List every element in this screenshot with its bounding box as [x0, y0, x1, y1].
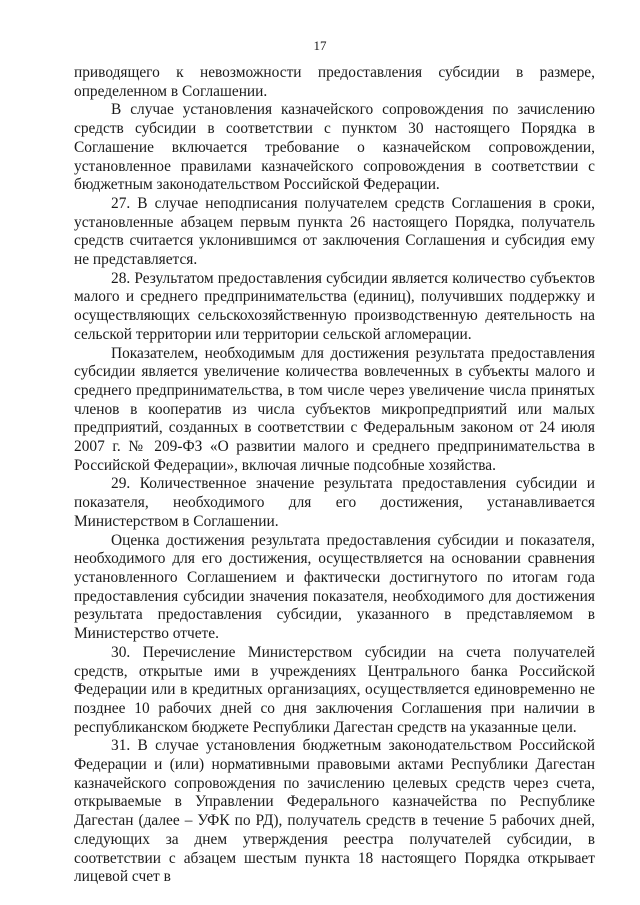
- paragraph-indicator: Показателем, необходимым для достижения результата предоставления субсидии является увеличение количества вовлеченных в субъекты малого и среднего предпринимательства, в том числе через увеличение числа принятых членов в кооператив из числа субъектов микропредприятий или малых предприятий, созданных в соответствии с Федеральным законом от 24 июля 2007 г. № 209-ФЗ «О развитии малого и среднего предпринимательства в Российской Федерации», включая личные подсобные хозяйства.: [74, 344, 595, 474]
- paragraph-continuation: приводящего к невозможности предоставления субсидии в размере, определенном в Соглашении.: [74, 64, 595, 100]
- paragraph-assessment: Оценка достижения результата предоставления субсидии и показателя, необходимого для его достижения, осуществляется на основании сравнения установленного Соглашением и фактически достигнутого по итогам года предоставления субсидии значения показателя, необходимого для достижения результата предоставления субсидии, указанного в представляемом в Министерство отчете.: [74, 531, 595, 643]
- paragraph-29: 29. Количественное значение результата предоставления субсидии и показателя, необходимого для его достижения, устанавливается Министерством в Соглашении.: [74, 475, 595, 530]
- document-body: [74, 64, 595, 887]
- page-number: 17: [313, 38, 327, 53]
- paragraph-31: 31. В случае установления бюджетным законодательством Российской Федерации и (или) нормативными правовыми актами Республики Дагестан казначейского сопровождения по зачислению целевых средств через счета, открываемые в Управлении Федерального казначейства по Республике Дагестан (далее – УФК по РД), получатель средств в течение 5 рабочих дней, следующих за днем утверждения реестра получателей субсидии, в соответствии с абзацем шестым пункта 18 настоящего Порядка открывает лицевой счет в: [74, 737, 595, 886]
- paragraph-30: 30. Перечисление Министерством субсидии на счета получателей средств, открытые ими в учреждениях Центрального банка Российской Федерации или в кредитных организациях, осуществляется единовременно не позднее 10 рабочих дней со дня заключения Соглашения при наличии в республиканском бюджете Республики Дагестан средств на указанные цели.: [74, 643, 595, 736]
- paragraph-treasury-support: В случае установления казначейского сопровождения по зачислению средств субсидии в соответствии с пунктом 30 настоящего Порядка в Соглашение включается требование о казначейском сопровождении, установленное правилами казначейского сопровождения в соответствии с бюджетным законодательством Российской Федерации.: [74, 101, 595, 194]
- paragraph-27: 27. В случае неподписания получателем средств Соглашения в сроки, установленные абзацем первым пункта 26 настоящего Порядка, получатель средств считается уклонившимся от заключения Соглашения и субсидия ему не представляется.: [74, 194, 595, 269]
- paragraph-28: 28. Результатом предоставления субсидии является количество субъектов малого и среднего предпринимательства (единиц), получивших поддержку и осуществляющих сельскохозяйственную производственную деятельность на сельской территории или территории сельской агломерации.: [74, 269, 595, 343]
